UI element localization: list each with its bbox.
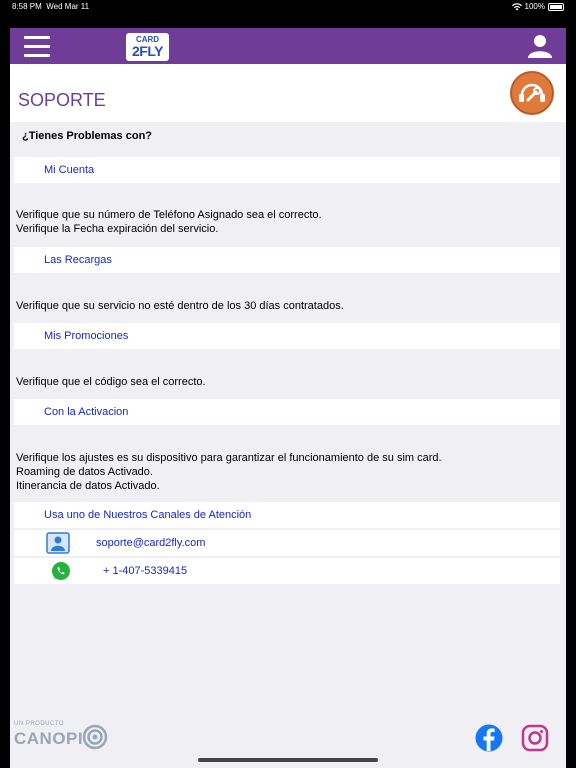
battery-percent: 100% (524, 2, 545, 11)
phone-contact-row[interactable] (14, 558, 560, 584)
title-row (10, 64, 566, 122)
canopi-logo: CANOPI (14, 729, 84, 748)
home-indicator[interactable] (198, 758, 378, 762)
whatsapp-icon (51, 561, 71, 581)
email-contact-row[interactable] (14, 530, 560, 556)
user-icon[interactable] (528, 34, 552, 58)
row-las-recargas[interactable]: Las Recargas (14, 247, 560, 273)
row-canales-atencion: Usa uno de Nuestros Canales de Atención (14, 502, 560, 528)
top-navbar (10, 28, 566, 64)
note-las-recargas: Verifique que su servicio no esté dentro de los 30 días contratados. (16, 300, 344, 312)
page-title: SOPORTE (18, 90, 106, 110)
support-phone[interactable]: + 1-407-5339415 (103, 565, 188, 577)
row-mis-promociones[interactable]: Mis Promociones (14, 323, 560, 349)
wifi-icon (512, 3, 522, 11)
note-mis-promociones: Verifique que el código sea el correcto. (16, 376, 206, 388)
status-bar (0, 0, 576, 13)
row-con-la-activacion[interactable]: Con la Activacion (14, 399, 560, 425)
contact-card-icon (46, 532, 70, 554)
row-mi-cuenta[interactable]: Mi Cuenta (14, 157, 560, 183)
instagram-icon[interactable] (521, 724, 549, 752)
question-heading: ¿Tienes Problemas con? (22, 130, 153, 142)
producer-caption: UN PRODUCTO (14, 721, 65, 727)
facebook-icon[interactable] (475, 724, 503, 752)
battery-icon (548, 3, 564, 11)
status-time: 8:58 PM Wed Mar 11 (12, 2, 90, 11)
support-email[interactable]: soporte@card2fly.com (96, 537, 206, 549)
canopi-mark-icon (82, 724, 108, 750)
app-window (10, 28, 566, 768)
hamburger-menu-icon[interactable] (24, 34, 50, 58)
card2fly-logo: CARD 2FLY (126, 33, 169, 61)
note-con-la-activacion: Verifique los ajustes es su dispositivo para garantizar el funcionamiento de su sim card. Roaming de datos Activado. Itinerancia de datos Activado. (16, 452, 442, 492)
support-content (10, 122, 566, 712)
support-wrench-icon (510, 71, 554, 115)
note-mi-cuenta: Verifique que su número de Teléfono Asignado sea el correcto. Verifique la Fecha expiración del servicio. (16, 209, 322, 235)
status-right (512, 2, 564, 11)
